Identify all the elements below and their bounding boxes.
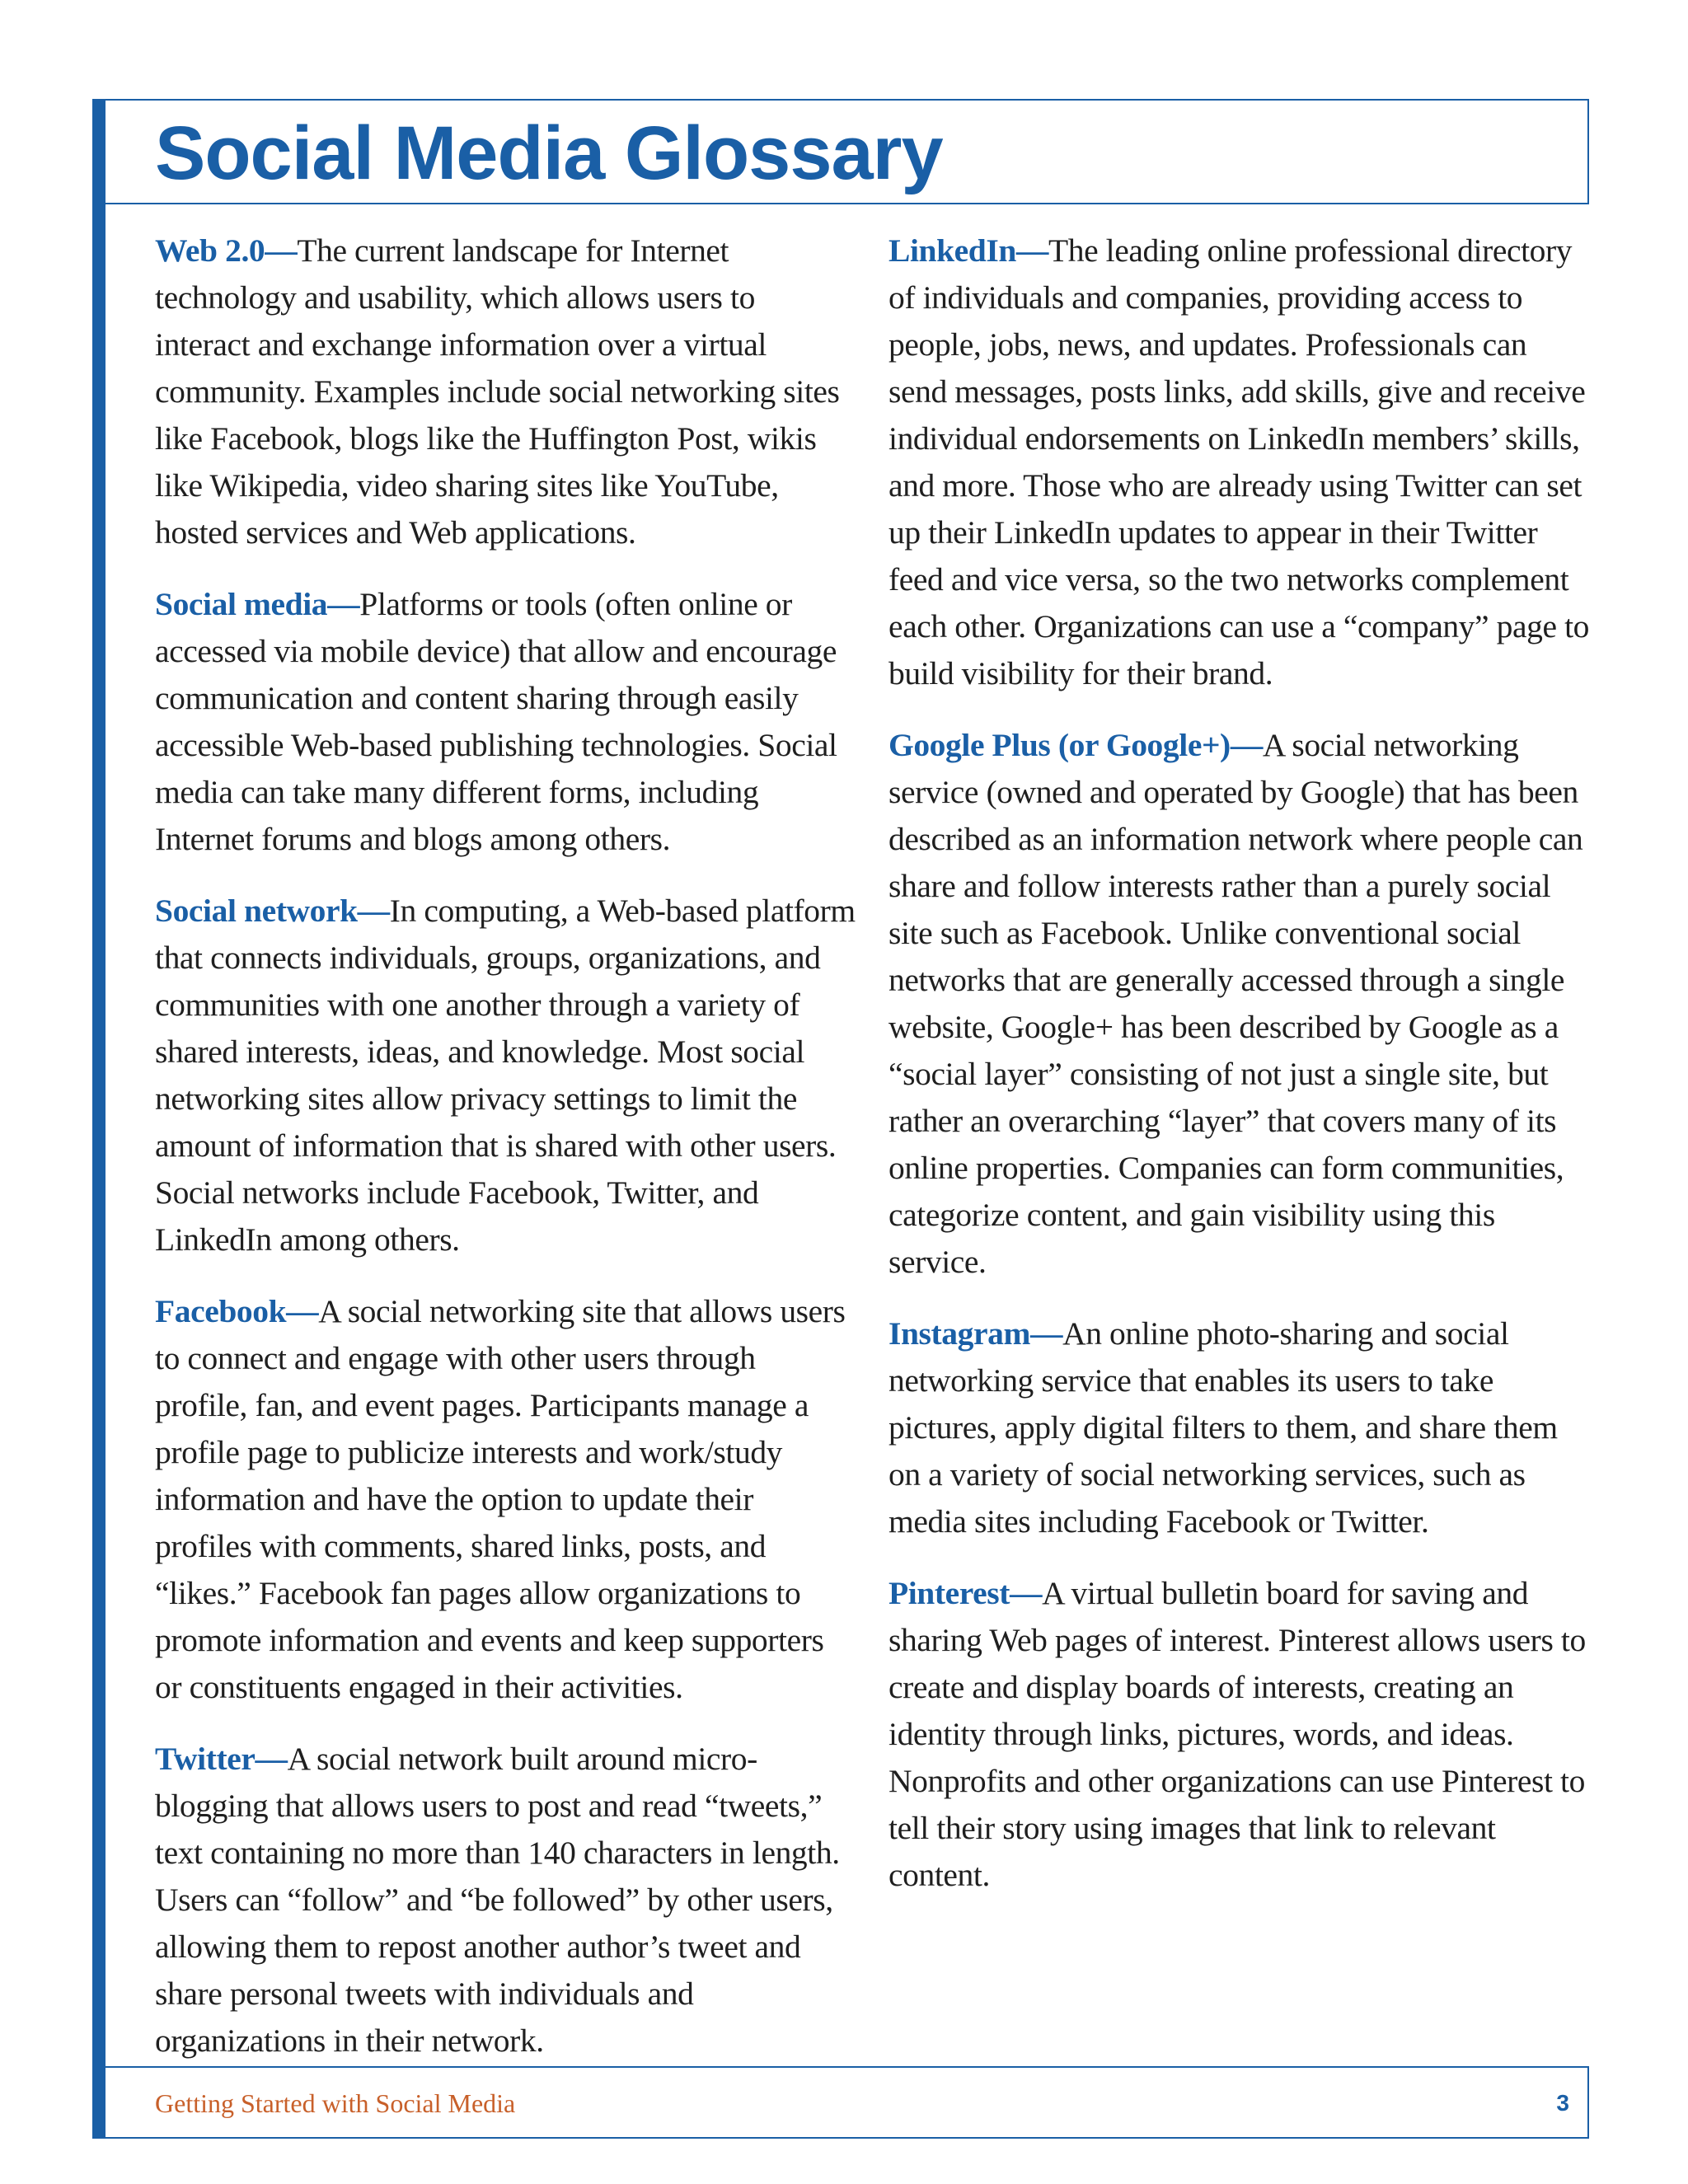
glossary-term: Social media— [155, 586, 360, 622]
page-number: 3 [1556, 2090, 1569, 2116]
glossary-term: Facebook— [155, 1293, 319, 1329]
left-accent-bar [92, 99, 106, 2139]
glossary-definition: A social network built around micro-blogging that allows users to post and read “tweets,” text containing no more than 140 characters in length. Users can “follow” and “be followed” by other users, allowing them to repost another author’s tweet and share personal tweets with individuals and organizations in their network. [155, 1741, 840, 2059]
glossary-entry-twitter [155, 1736, 856, 2064]
glossary-entry-social-network [155, 888, 856, 1263]
glossary-term: Google Plus (or Google+)— [889, 727, 1263, 763]
glossary-definition: A social networking service (owned and operated by Google) that has been described as an information network where people can share and follow interests rather than a purely social site such as Facebook. Unlike conventional social networks that are generally accessed through a single website, Google+ has been described by Google as a “social layer” consisting of not just a single site, but rather an overarching “layer” that covers many of its online properties. Companies can form communities, categorize content, and gain visibility using this service. [889, 727, 1583, 1280]
glossary-definition: A virtual bulletin board for saving and sharing Web pages of interest. Pinterest allows users to create and display boards of interests, creating an identity through links, pictures, words, and ideas. Nonprofits and other organizations can use Pinterest to tell their story using images that link to relevant content. [889, 1575, 1586, 1893]
glossary-definition: In computing, a Web-based platform that connects individuals, groups, organizations, and communities with one another through a variety of shared interests, ideas, and knowledge. Most social networking sites allow privacy settings to limit the amount of information that is shared with other users. Social networks include Facebook, Twitter, and LinkedIn among others. [155, 893, 856, 1258]
glossary-definition: The current landscape for Internet technology and usability, which allows users to interact and exchange information over a virtual community. Examples include social networking sites like Facebook, blogs like the Huffington Post, wikis like Wikipedia, video sharing sites like YouTube, hosted services and Web applications. [155, 232, 840, 551]
glossary-definition: A social networking site that allows users to connect and engage with other users through profile, fan, and event pages. Participants manage a profile page to publicize interests and work/study information and have the option to update their profiles with comments, shared links, posts, and “likes.” Facebook fan pages allow organizations to promote information and events and keep supporters or constituents engaged in their activities. [155, 1293, 846, 1705]
glossary-term: Social network— [155, 893, 390, 929]
glossary-definition: An online photo-sharing and social networking service that enables its users to take pictures, apply digital filters to them, and share them on a variety of social networking services, such as media sites including Facebook or Twitter. [889, 1315, 1558, 1540]
glossary-term: LinkedIn— [889, 232, 1048, 269]
glossary-term: Pinterest— [889, 1575, 1043, 1611]
page-title: Social Media Glossary [155, 111, 943, 195]
glossary-entry-instagram [889, 1310, 1589, 1545]
glossary-definition: The leading online professional directory of individuals and companies, providing access to people, jobs, news, and updates. Professionals can send messages, posts links, add skills, give and receive individual endorsements on LinkedIn members’ skills, and more. Those who are already using Twitter can set up their LinkedIn updates to appear in their Twitter feed and vice versa, so the two networks complement each other. Organizations can use a “company” page to build visibility for their brand. [889, 232, 1589, 691]
glossary-definition: Platforms or tools (often online or accessed via mobile device) that allow and encourage communication and content sharing through easily accessible Web-based publishing technologies. Social media can take many different forms, including Internet forums and blogs among others. [155, 586, 837, 857]
glossary-term: Instagram— [889, 1315, 1063, 1352]
glossary-term: Web 2.0— [155, 232, 298, 269]
glossary-entry-linkedin [889, 227, 1589, 697]
glossary-right-column [889, 227, 1589, 1924]
footer-title: Getting Started with Social Media [155, 2088, 516, 2118]
glossary-entry-facebook [155, 1288, 856, 1711]
glossary-entry-web-2-0 [155, 227, 856, 556]
glossary-entry-google-plus [889, 722, 1589, 1286]
glossary-left-column [155, 227, 856, 2089]
glossary-entry-pinterest [889, 1570, 1589, 1899]
glossary-entry-social-media [155, 581, 856, 863]
glossary-term: Twitter— [155, 1741, 288, 1777]
